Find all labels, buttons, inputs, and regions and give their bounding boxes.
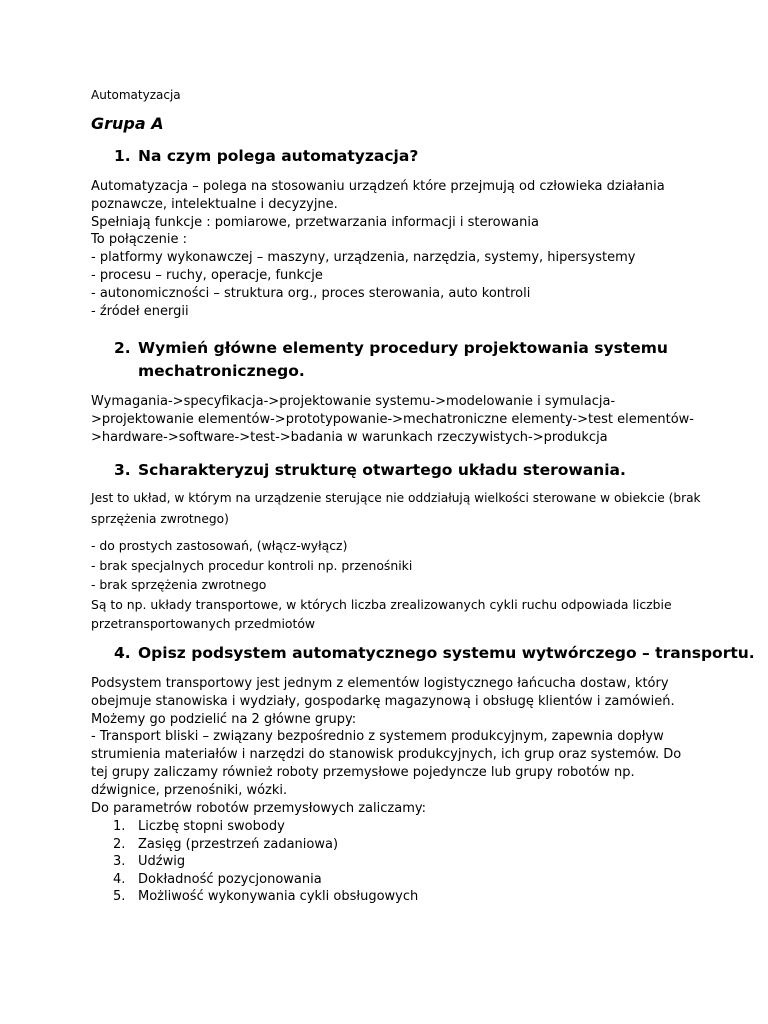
q3-heading-text: Scharakteryzuj strukturę otwartego układu sterowania. xyxy=(138,461,626,479)
list-item xyxy=(91,853,691,871)
list-item-number: 1. xyxy=(113,819,126,834)
q4-line: Możemy go podzielić na 2 główne grupy: xyxy=(91,711,357,727)
list-item-text: Dokładność pozycjonowania xyxy=(138,871,322,887)
q3-line: - brak sprzężenia zwrotnego xyxy=(91,577,267,592)
q1-line: Spełniają funkcje : pomiarowe, przetwarzania informacji i sterowania xyxy=(91,214,539,230)
q3-line: - do prostych zastosowań, (włącz-wyłącz) xyxy=(91,538,348,553)
q1-line: - autonomiczności – struktura org., proces sterowania, auto kontroli xyxy=(91,285,531,301)
list-item xyxy=(91,818,691,836)
q4-heading-text: Opisz podsystem automatycznego systemu wytwórczego – transportu. xyxy=(138,644,755,662)
q4-ordered-list xyxy=(91,818,691,906)
q1-line: To połączenie : xyxy=(91,232,188,248)
q2-heading-line1: Wymień główne elementy procedury projektowania systemu xyxy=(138,339,668,357)
q1-number: 1. xyxy=(114,147,131,165)
q4-heading xyxy=(91,642,755,665)
list-item-text: Możliwość wykonywania cykli obsługowych xyxy=(138,889,419,905)
doc-title: Automatyzacja xyxy=(91,88,181,102)
q2-heading-line2: mechatronicznego. xyxy=(138,362,305,380)
q1-line: - procesu – ruchy, operacje, funkcje xyxy=(91,267,323,283)
q3-body xyxy=(91,535,691,633)
q2-heading xyxy=(91,337,691,383)
q1-line: Automatyzacja – polega na stosowaniu urządzeń które przejmują od człowieka działania xyxy=(91,179,665,194)
q1-line: - źródeł energii xyxy=(91,303,189,319)
q3-line: Są to np. układy transportowe, w których liczba zrealizowanych cykli ruchu odpowiada liczbie xyxy=(91,596,672,612)
q3-intro xyxy=(91,488,701,530)
list-item xyxy=(91,871,691,889)
list-item-number: 5. xyxy=(113,889,126,905)
q4-line: tej grupy zaliczamy również roboty przemysłowe pojedyncze lub grupy robotów np. xyxy=(91,764,635,780)
q1-body xyxy=(91,178,691,320)
list-item-text: Liczbę stopni swobody xyxy=(138,819,285,834)
q1-line: - platformy wykonawczej – maszyny, urządzenia, narzędzia, systemy, hipersystemy xyxy=(91,250,636,266)
q3-intro-line: Jest to układ, w którym na urządzenie sterujące nie oddziałują wielkości sterowane w obiekcie (brak xyxy=(91,491,701,505)
q3-intro-line: sprzężenia zwrotnego) xyxy=(91,512,229,526)
group-heading: Grupa A xyxy=(91,114,164,133)
q4-body xyxy=(91,675,691,817)
q1-line: poznawcze, intelektualne i decyzyjne. xyxy=(91,196,338,212)
q3-line: przetransportowanych przedmiotów xyxy=(91,616,316,631)
list-item-number: 2. xyxy=(113,836,126,852)
list-item-text: Udźwig xyxy=(138,854,186,870)
list-item-number: 4. xyxy=(113,871,126,887)
q2-number: 2. xyxy=(114,339,131,357)
q2-line: >hardware->software->test->badania w warunkach rzeczywistych->produkcja xyxy=(91,429,608,445)
q4-line: dźwignice, przenośniki, wózki. xyxy=(91,782,288,798)
q2-line: >projektowanie elementów->prototypowanie->mechatroniczne elementy->test elementów- xyxy=(91,411,694,427)
q4-line: - Transport bliski – związany bezpośrednio z systemem produkcyjnym, zapewnia dopływ xyxy=(91,729,664,745)
list-item-number: 3. xyxy=(113,854,126,870)
q1-heading-text: Na czym polega automatyzacja? xyxy=(138,147,419,165)
q3-heading xyxy=(91,459,691,482)
q2-line: Wymagania->specyfikacja->projektowanie systemu->modelowanie i symulacja- xyxy=(91,394,616,409)
q4-line: obejmuje stanowiska i wydziały, gospodarkę magazynową i obsługę klientów i zamówień. xyxy=(91,693,675,709)
q4-line: strumienia materiałów i narzędzi do stanowisk produkcyjnych, ich grup oraz systemów. Do xyxy=(91,747,682,763)
list-item xyxy=(91,888,691,906)
list-item xyxy=(91,836,691,854)
q1-heading xyxy=(91,145,691,168)
q4-number: 4. xyxy=(114,644,131,662)
q3-number: 3. xyxy=(114,461,131,479)
q3-line: - brak specjalnych procedur kontroli np. przenośniki xyxy=(91,557,413,573)
q2-body xyxy=(91,393,694,446)
q4-line: Podsystem transportowy jest jednym z elementów logistycznego łańcucha dostaw, który xyxy=(91,676,669,691)
q4-line: Do parametrów robotów przemysłowych zaliczamy: xyxy=(91,800,426,816)
list-item-text: Zasięg (przestrzeń zadaniowa) xyxy=(138,836,339,852)
